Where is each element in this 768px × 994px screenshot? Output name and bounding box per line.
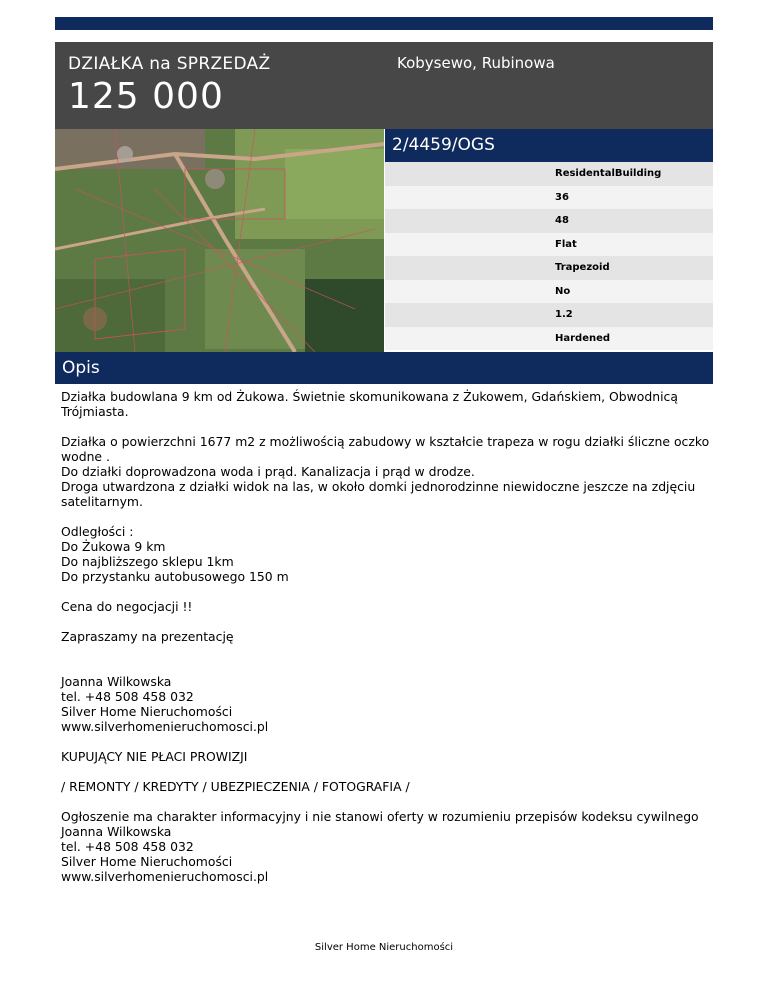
top-accent-bar xyxy=(55,17,713,30)
description-paragraph: Działka budowlana 9 km od Żukowa. Świetnie skomunikowana z Żukowem, Gdańskiem, Obwodnicą Trójmiasta. xyxy=(61,389,678,419)
description-body xyxy=(61,389,711,899)
description-paragraph: Odległości : Do Żukowa 9 km Do najbliższego sklepu 1km Do przystanku autobusowego 150 m xyxy=(61,524,289,584)
param-value: Flat xyxy=(555,238,577,250)
param-value: 48 xyxy=(555,215,569,226)
parameters-table xyxy=(385,162,713,350)
param-value: ResidentalBuilding xyxy=(555,168,662,179)
page-footer: Silver Home Nieruchomości xyxy=(314,942,454,953)
param-row xyxy=(385,209,713,233)
description-heading-bar xyxy=(55,352,713,384)
param-value: Trapezoid xyxy=(555,262,610,273)
description-paragraph: Cena do negocjacji !! xyxy=(61,599,193,614)
listing-type: DZIAŁKA na SPRZEDAŻ xyxy=(68,54,271,74)
description-heading: Opis xyxy=(62,358,100,378)
listing-header xyxy=(55,42,713,129)
param-value: Hardened xyxy=(555,332,611,344)
description-paragraph: KUPUJĄCY NIE PŁACI PROWIZJI xyxy=(61,749,248,764)
param-row xyxy=(385,162,713,186)
param-row xyxy=(385,186,713,210)
param-row xyxy=(385,233,713,257)
description-paragraph: Działka o powierzchni 1677 m2 z możliwością zabudowy w kształcie trapeza w rogu działki śliczne oczko wodne . Do działki doprowadzona woda i prąd. Kanalizacja i prąd w drodze. Droga utwardzona z działki widok na las, w około domki jednorodzinne niewidoczne jeszcze na zdjęciu satelitarnym. xyxy=(61,434,710,509)
description-paragraph: Zapraszamy na prezentację xyxy=(61,629,234,644)
contact-block: Joanna Wilkowska tel. +48 508 458 032 Silver Home Nieruchomości www.silverhomenieruchomosci.pl xyxy=(61,674,269,734)
spacer xyxy=(61,659,711,674)
reference-number-bar xyxy=(385,129,713,162)
param-value: 1.2 xyxy=(555,309,573,320)
param-row xyxy=(385,327,713,351)
description-paragraph: / REMONTY / KREDYTY / UBEZPIECZENIA / FOTOGRAFIA / xyxy=(61,779,410,794)
param-row xyxy=(385,280,713,304)
listing-location: Kobysewo, Rubinowa xyxy=(397,54,555,72)
param-value: No xyxy=(555,285,571,297)
disclaimer-block: Ogłoszenie ma charakter informacyjny i nie stanowi oferty w rozumieniu przepisów kodeksu cywilnego Joanna Wilkowska tel. +48 508 458 032 Silver Home Nieruchomości www.silverhomenieruchomosci.pl xyxy=(61,809,699,884)
param-row xyxy=(385,303,713,327)
reference-number: 2/4459/OGS xyxy=(392,135,495,155)
param-value: 36 xyxy=(555,191,569,203)
listing-price: 125 000 xyxy=(68,76,224,117)
satellite-plot-map xyxy=(55,129,384,352)
param-row xyxy=(385,256,713,280)
